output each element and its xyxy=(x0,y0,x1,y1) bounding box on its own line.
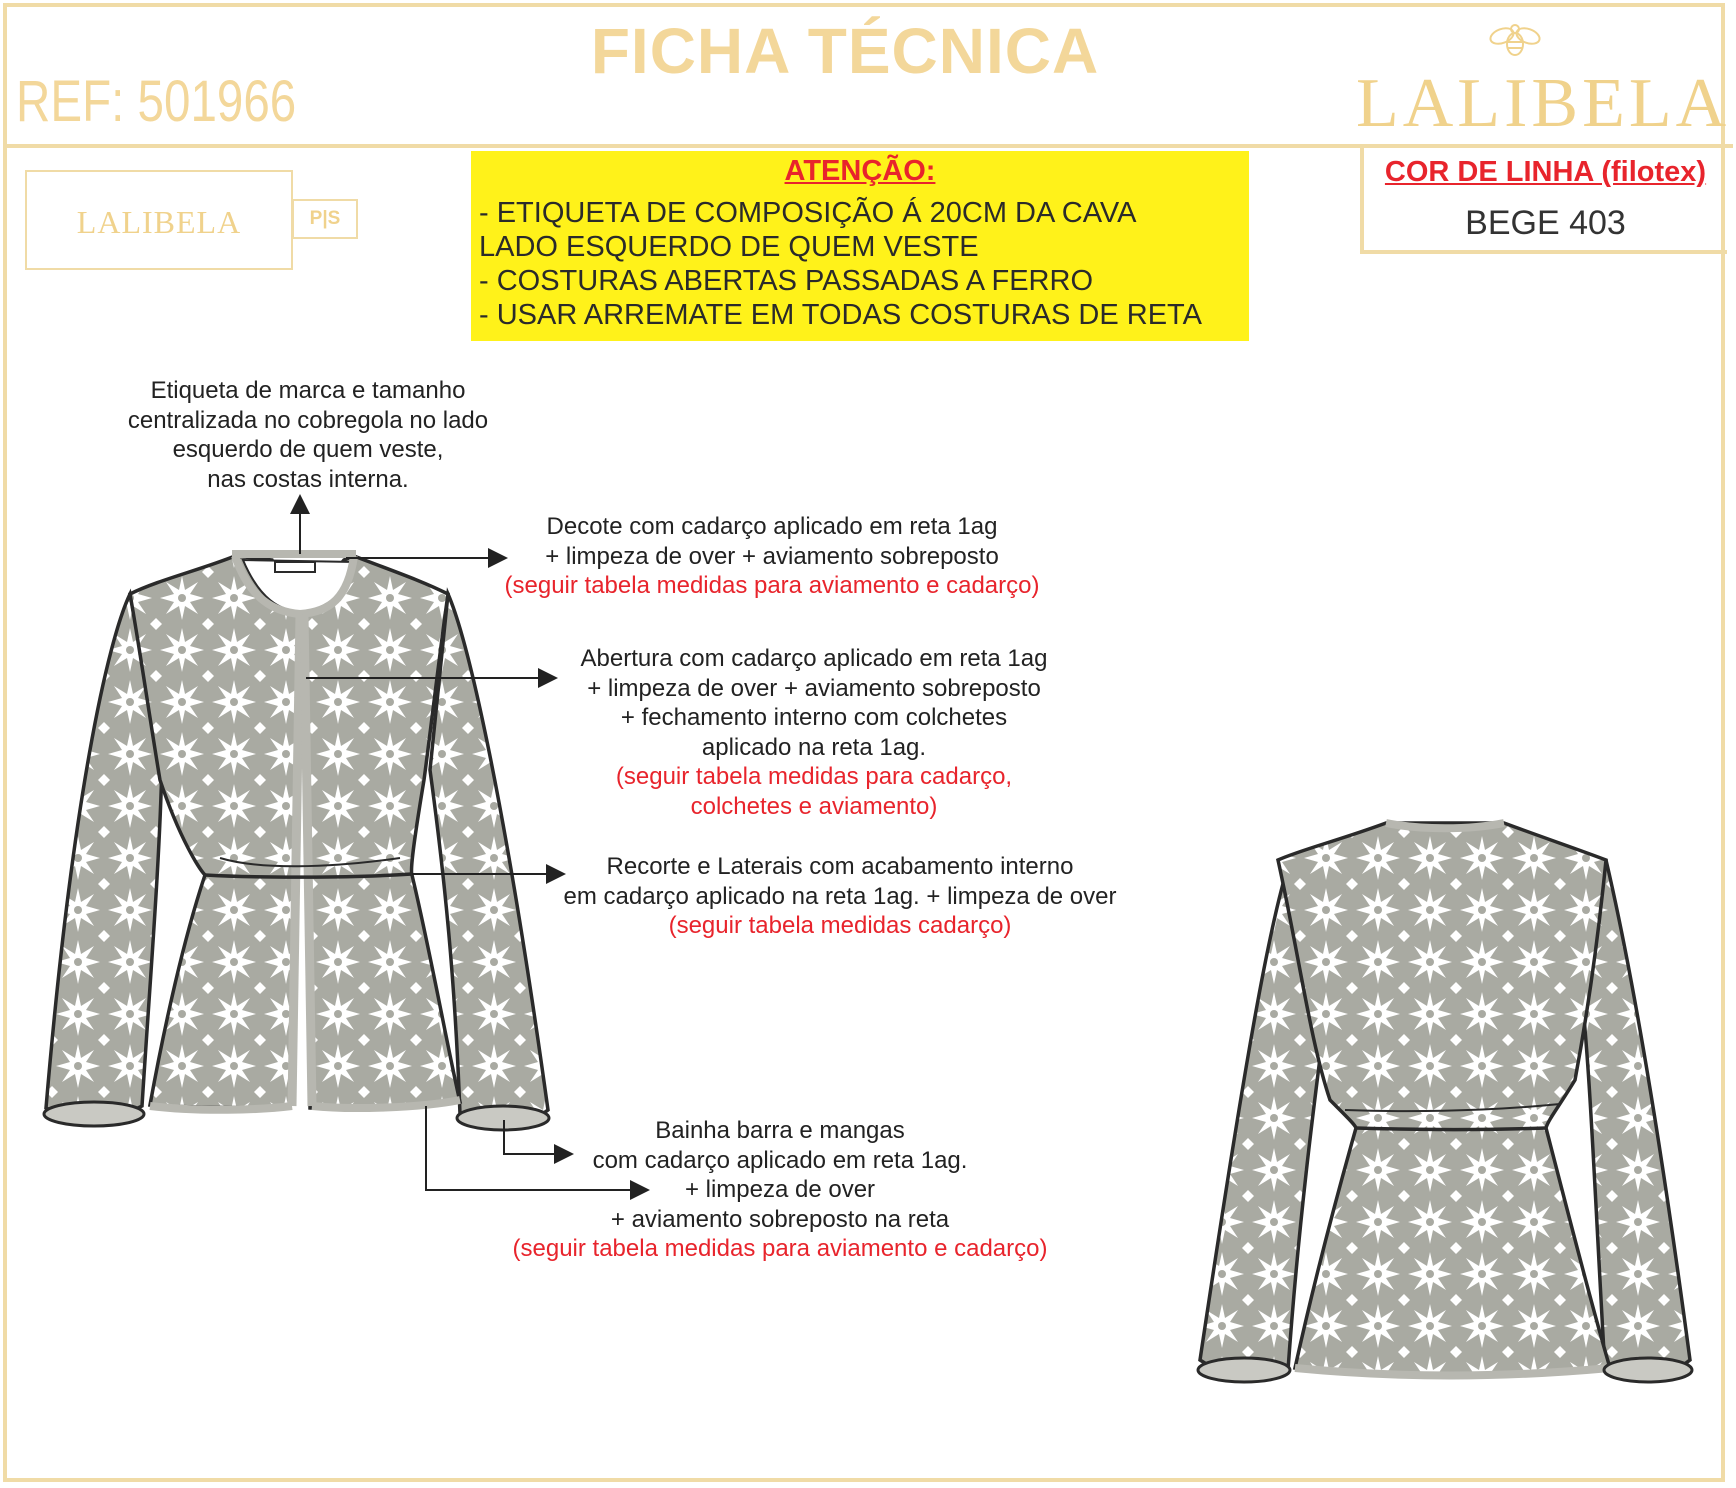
note-line: em cadarço aplicado na reta 1ag. + limpeza de over xyxy=(563,882,1117,910)
hem-note xyxy=(480,1116,1080,1264)
note-line: + aviamento sobreposto na reta xyxy=(610,1205,950,1233)
attention-line: LADO ESQUERDO DE QUEM VESTE xyxy=(479,231,979,263)
thread-color-value: BEGE 403 xyxy=(1465,204,1626,242)
note-line: Decote com cadarço aplicado em reta 1ag xyxy=(546,513,998,540)
note-line: Abertura com cadarço aplicado em reta 1ag xyxy=(580,645,1048,672)
attention-line: - USAR ARREMATE EM TODAS COSTURAS DE RETA xyxy=(479,299,1202,331)
note-line: esquerdo de quem veste, xyxy=(172,436,444,463)
label-brand-text: LALIBELA xyxy=(76,204,242,240)
back-jacket-drawing xyxy=(1198,823,1692,1382)
note-line: centralizada no cobregola no lado xyxy=(127,406,489,434)
note-red-line: colchetes e aviamento) xyxy=(690,792,938,820)
reference-number: REF: 501966 xyxy=(16,69,297,134)
note-line: Recorte e Laterais com acabamento interno xyxy=(606,853,1074,880)
back-body xyxy=(1278,823,1610,1376)
note-line: com cadarço aplicado em reta 1ag. xyxy=(592,1146,968,1174)
note-red-line: (seguir tabela medidas para aviamento e cadarço) xyxy=(504,572,1040,599)
note-red-line: (seguir tabela medidas para cadarço, xyxy=(615,763,1013,790)
seams-note xyxy=(530,852,1150,941)
note-red-line: (seguir tabela medidas cadarço) xyxy=(668,912,1012,939)
note-red-line: (seguir tabela medidas para aviamento e cadarço) xyxy=(512,1235,1048,1262)
opening-note xyxy=(514,644,1114,821)
note-line: nas costas interna. xyxy=(207,465,409,493)
front-jacket-drawing xyxy=(44,554,549,1130)
attention-title: ATENÇÃO: xyxy=(784,155,936,187)
page-title: FICHA TÉCNICA xyxy=(590,15,1100,87)
note-line: + limpeza de over xyxy=(684,1176,876,1203)
note-line: + fechamento interno com colchetes xyxy=(620,704,1008,731)
note-line: Bainha barra e mangas xyxy=(655,1117,905,1144)
attention-line: - COSTURAS ABERTAS PASSADAS A FERRO xyxy=(479,265,1093,297)
thread-color-title: COR DE LINHA (filotex) xyxy=(1384,156,1707,188)
attention-line: - ETIQUETA DE COMPOSIÇÃO Á 20CM DA CAVA xyxy=(479,197,1137,229)
note-line: Etiqueta de marca e tamanho xyxy=(150,377,466,404)
note-line: aplicado na reta 1ag. xyxy=(701,733,927,761)
note-line: + limpeza de over + aviamento sobreposto xyxy=(587,674,1041,702)
neck-label-icon xyxy=(275,562,315,572)
brand-logo: LALIBELA xyxy=(1356,65,1731,142)
neckline-note xyxy=(472,512,1072,601)
size-tag: P|S xyxy=(292,199,358,239)
brand-label-note xyxy=(98,376,518,494)
note-line: + limpeza de over + aviamento sobreposto xyxy=(545,542,999,570)
